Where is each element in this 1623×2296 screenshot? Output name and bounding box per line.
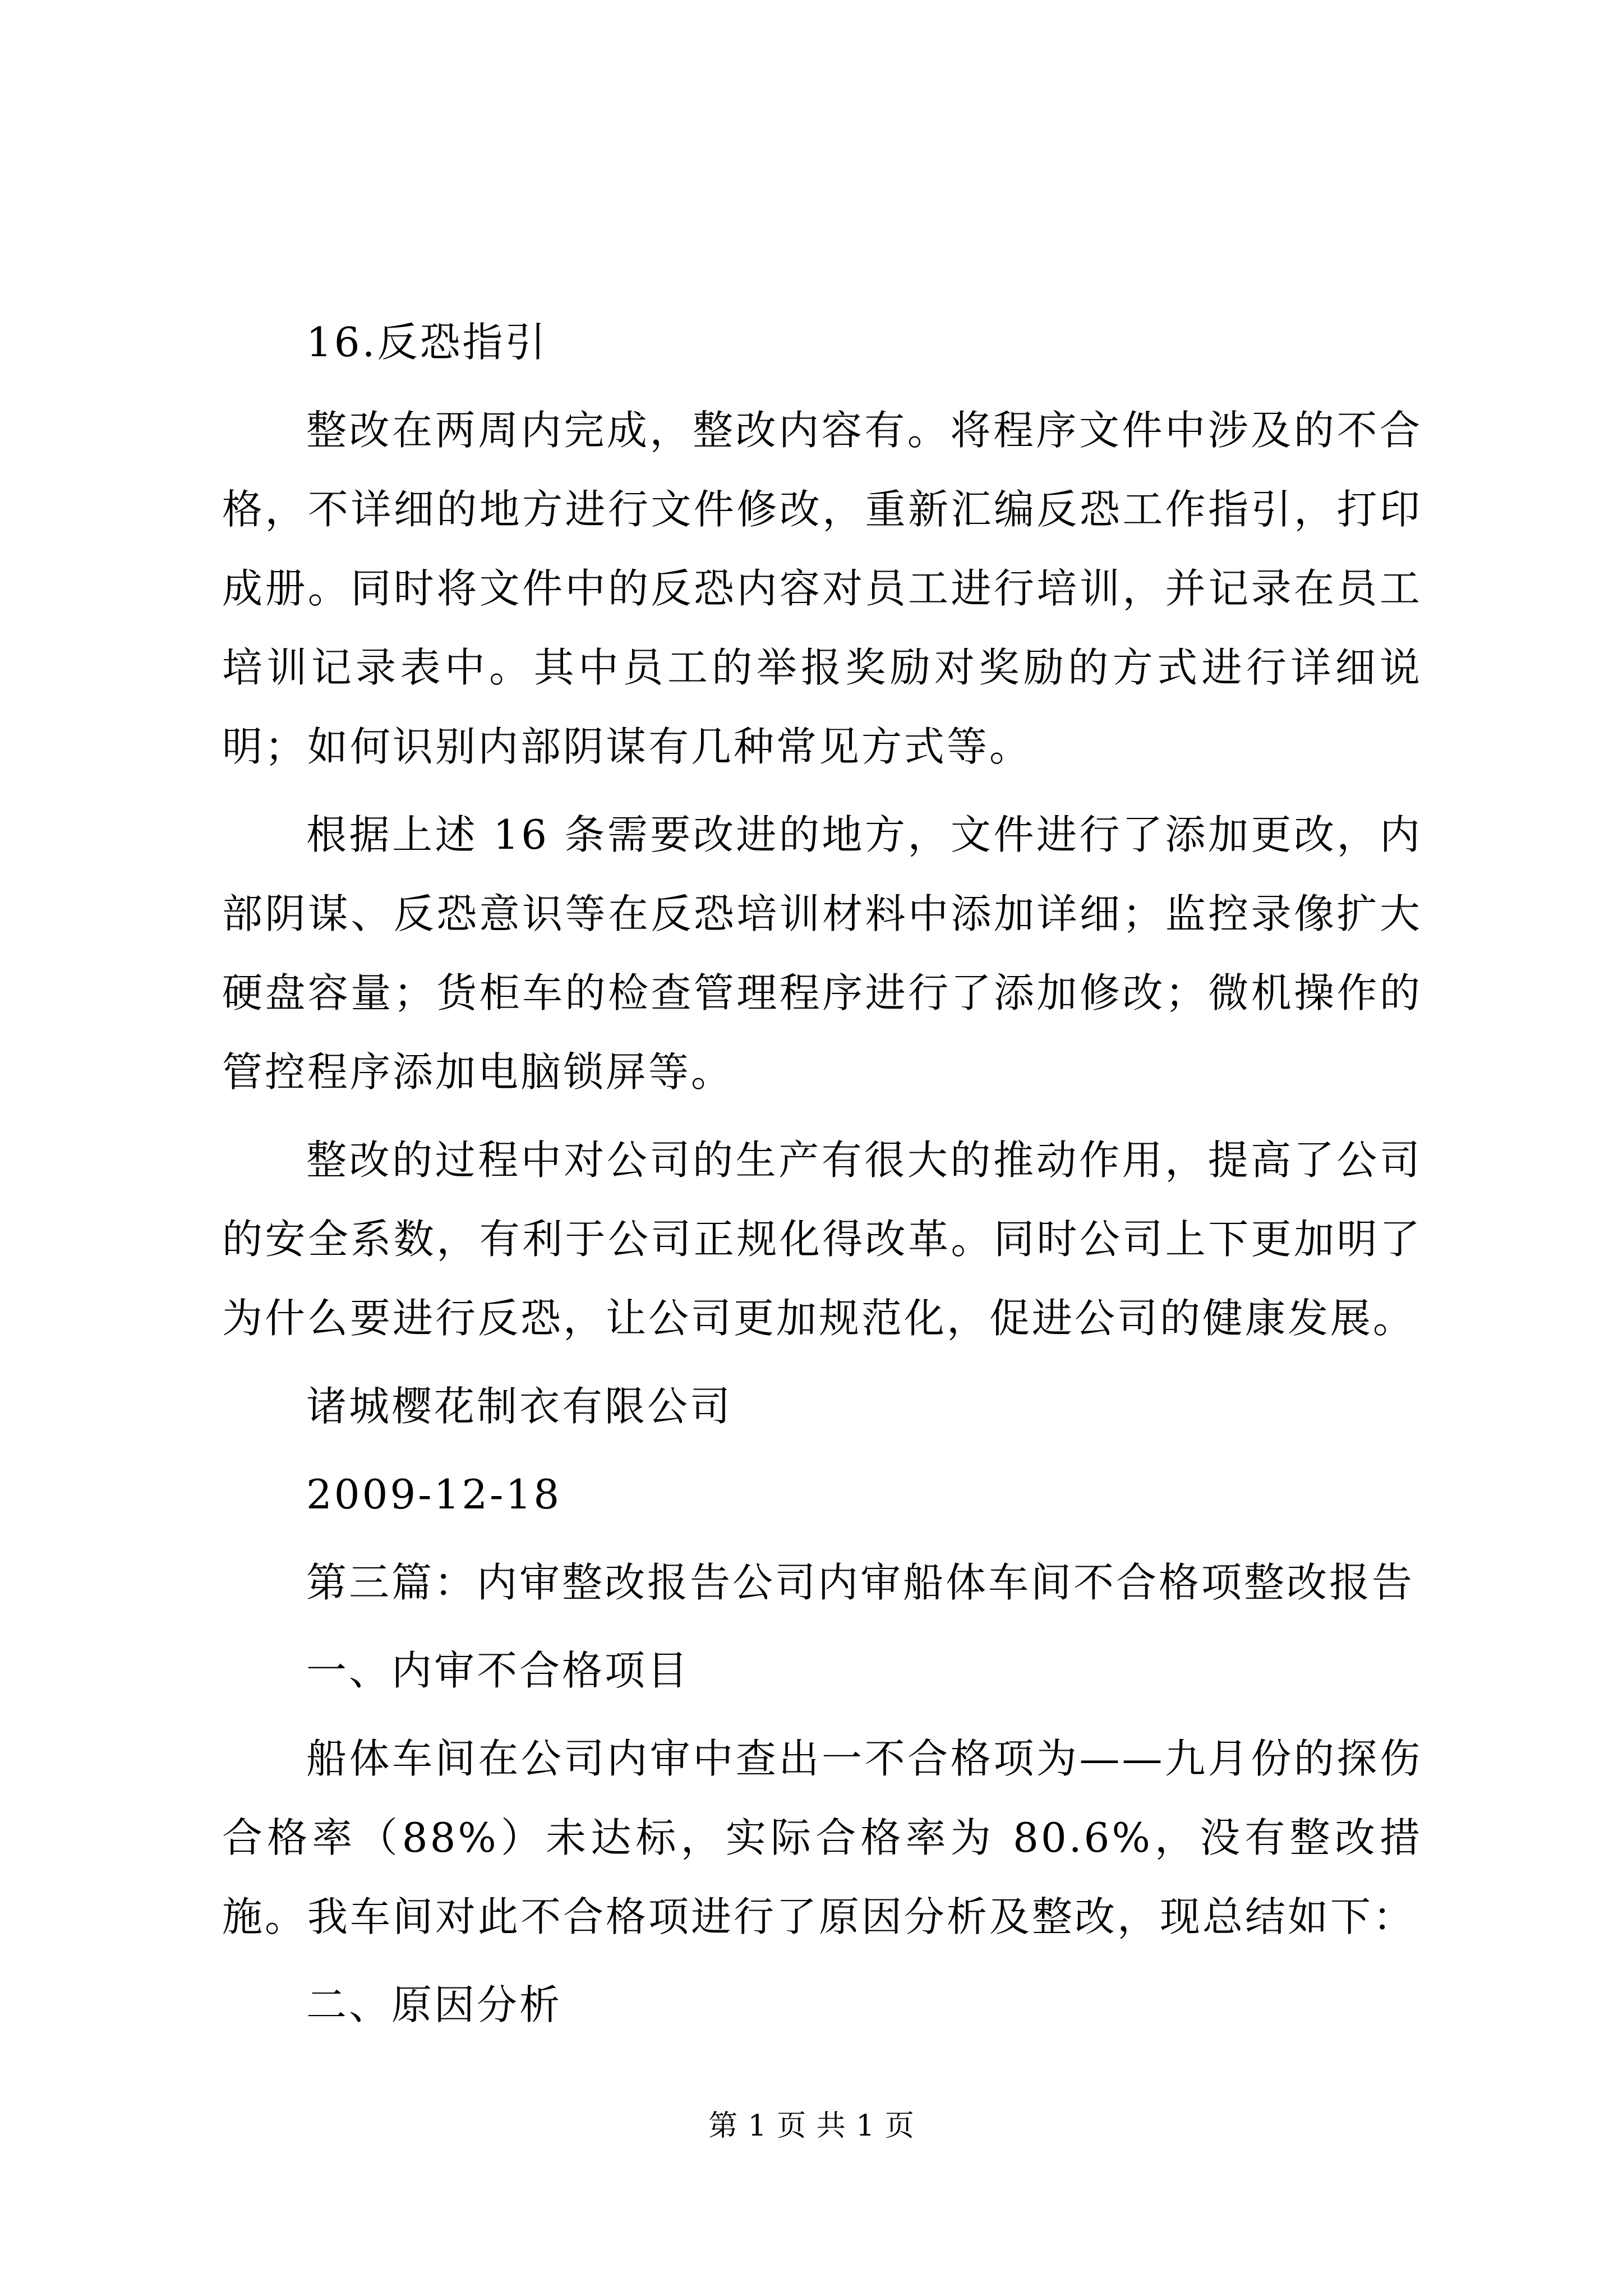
- document-body: [222, 303, 1422, 2054]
- signature-date: 2009-12-18: [306, 1471, 562, 1518]
- heading-cause-analysis: 二、原因分析: [306, 1981, 562, 2028]
- paragraph-effects: 整改的过程中对公司的生产有很大的推动作用，提高了公司的安全系数，有利于公司正规化得改革。同时公司上下更加明了为什么要进行反恐，让公司更加规范化，促进公司的健康发展。: [222, 1137, 1422, 1342]
- company-signature: 诸城樱花制衣有限公司: [306, 1383, 733, 1430]
- page-number-footer: 第 1 页 共 1 页: [708, 2109, 915, 2143]
- heading-nonconforming-items: 一、内审不合格项目: [306, 1647, 690, 1694]
- paragraph-improvements: 根据上述 16 条需要改进的地方，文件进行了添加更改，内部阴谋、反恐意识等在反恐培训材料中添加详细；监控录像扩大硬盘容量；货柜车的检查管理程序进行了添加修改；微机操作的管控程序添加电脑锁屏等。: [222, 811, 1422, 1096]
- part-three-title: 第三篇：内审整改报告公司内审船体车间不合格项整改报告: [306, 1559, 1415, 1606]
- paragraph-rectification-content: 整改在两周内完成，整改内容有。将程序文件中涉及的不合格，不详细的地方进行文件修改，重新汇编反恐工作指引，打印成册。同时将文件中的反恐内容对员工进行培训，并记录在员工培训记录表中。其中员工的举报奖励对奖励的方式进行详细说明；如何识别内部阴谋有几种常见方式等。: [222, 407, 1422, 770]
- paragraph-section-heading-16: 16.反恐指引: [306, 319, 548, 366]
- paragraph-nonconformity-detail: 船体车间在公司内审中查出一不合格项为——九月份的探伤合格率（88%）未达标，实际合格率为 80.6%，没有整改措施。我车间对此不合格项进行了原因分析及整改，现总结如下：: [222, 1735, 1422, 1940]
